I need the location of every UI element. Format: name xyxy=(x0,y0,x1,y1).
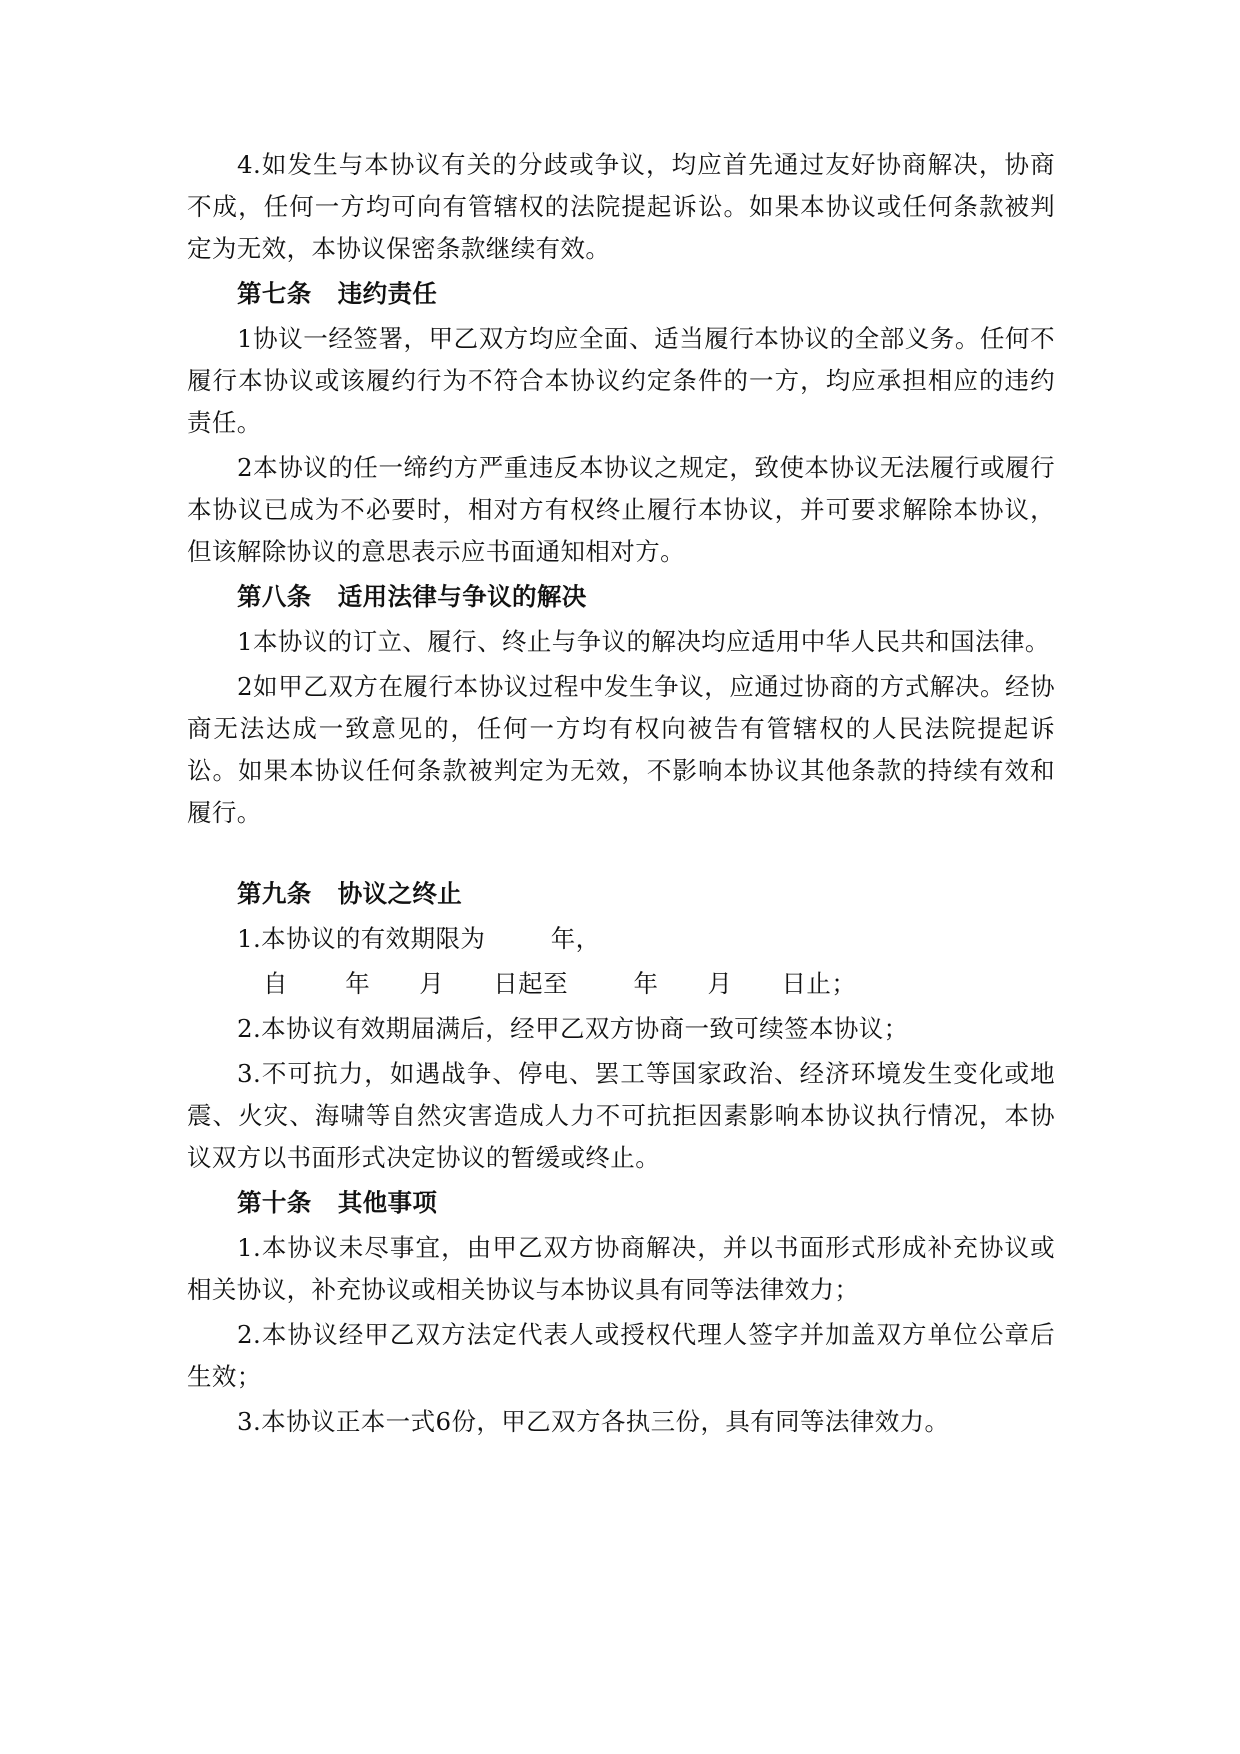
clause-paragraph: 3.不可抗力，如遇战争、停电、罢工等国家政治、经济环境发生变化或地震、火灾、海啸等自然灾害造成人力不可抗拒因素影响本协议执行情况，本协议双方以书面形式决定协议的暂缓或终止。 xyxy=(187,1059,1055,1172)
clause-paragraph: 2.本协议经甲乙双方法定代表人或授权代理人签字并加盖双方单位公章后生效； xyxy=(187,1320,1055,1391)
validity-date-line: 自 年 月 日起至 年 月 日止； xyxy=(263,969,857,998)
clause-paragraph: 1协议一经签署，甲乙双方均应全面、适当履行本协议的全部义务。任何不履行本协议或该履约行为不符合本协议约定条件的一方，均应承担相应的违约责任。 xyxy=(187,324,1055,437)
article-number: 第十条 xyxy=(237,1188,312,1217)
clause-paragraph: 2.本协议有效期届满后，经甲乙双方协商一致可续签本协议； xyxy=(237,1014,909,1043)
clause-paragraph: 2本协议的任一缔约方严重违反本协议之规定，致使本协议无法履行或履行本协议已成为不必要时，相对方有权终止履行本协议，并可要求解除本协议，但该解除协议的意思表示应书面通知相对方。 xyxy=(187,453,1055,566)
clause-paragraph: 1本协议的订立、履行、终止与争议的解决均应适用中华人民共和国法律。 xyxy=(237,627,1050,656)
article-number: 第七条 xyxy=(237,279,312,308)
blank-gap xyxy=(187,837,1055,873)
article-title: 违约责任 xyxy=(337,279,438,308)
article-heading-8 xyxy=(187,576,1055,618)
clause-paragraph: 4.如发生与本协议有关的分歧或争议，均应首先通过友好协商解决，协商不成，任何一方均可向有管辖权的法院提起诉讼。如果本协议或任何条款被判定为无效，本协议保密条款继续有效。 xyxy=(187,150,1055,263)
article-number: 第八条 xyxy=(237,582,312,611)
article-title: 其他事项 xyxy=(337,1188,438,1217)
clause-paragraph: 2如甲乙双方在履行本协议过程中发生争议，应通过协商的方式解决。经协商无法达成一致意见的，任何一方均有权向被告有管辖权的人民法院提起诉讼。如果本协议任何条款被判定为无效，不影响本协议其他条款的持续有效和履行。 xyxy=(187,672,1055,827)
clause-paragraph: 1.本协议未尽事宜，由甲乙双方协商解决，并以书面形式形成补充协议或相关协议，补充协议或相关协议与本协议具有同等法律效力； xyxy=(187,1233,1055,1304)
article-title: 适用法律与争议的解决 xyxy=(337,582,587,611)
clause-paragraph: 1.本协议的有效期限为 年， xyxy=(237,924,601,953)
article-title: 协议之终止 xyxy=(337,879,463,908)
document-body xyxy=(187,144,1055,1446)
article-heading-7 xyxy=(187,273,1055,315)
article-heading-10 xyxy=(187,1182,1055,1224)
article-number: 第九条 xyxy=(237,879,312,908)
article-heading-9 xyxy=(187,873,1055,915)
clause-paragraph: 3.本协议正本一式6份，甲乙双方各执三份，具有同等法律效力。 xyxy=(237,1407,950,1436)
